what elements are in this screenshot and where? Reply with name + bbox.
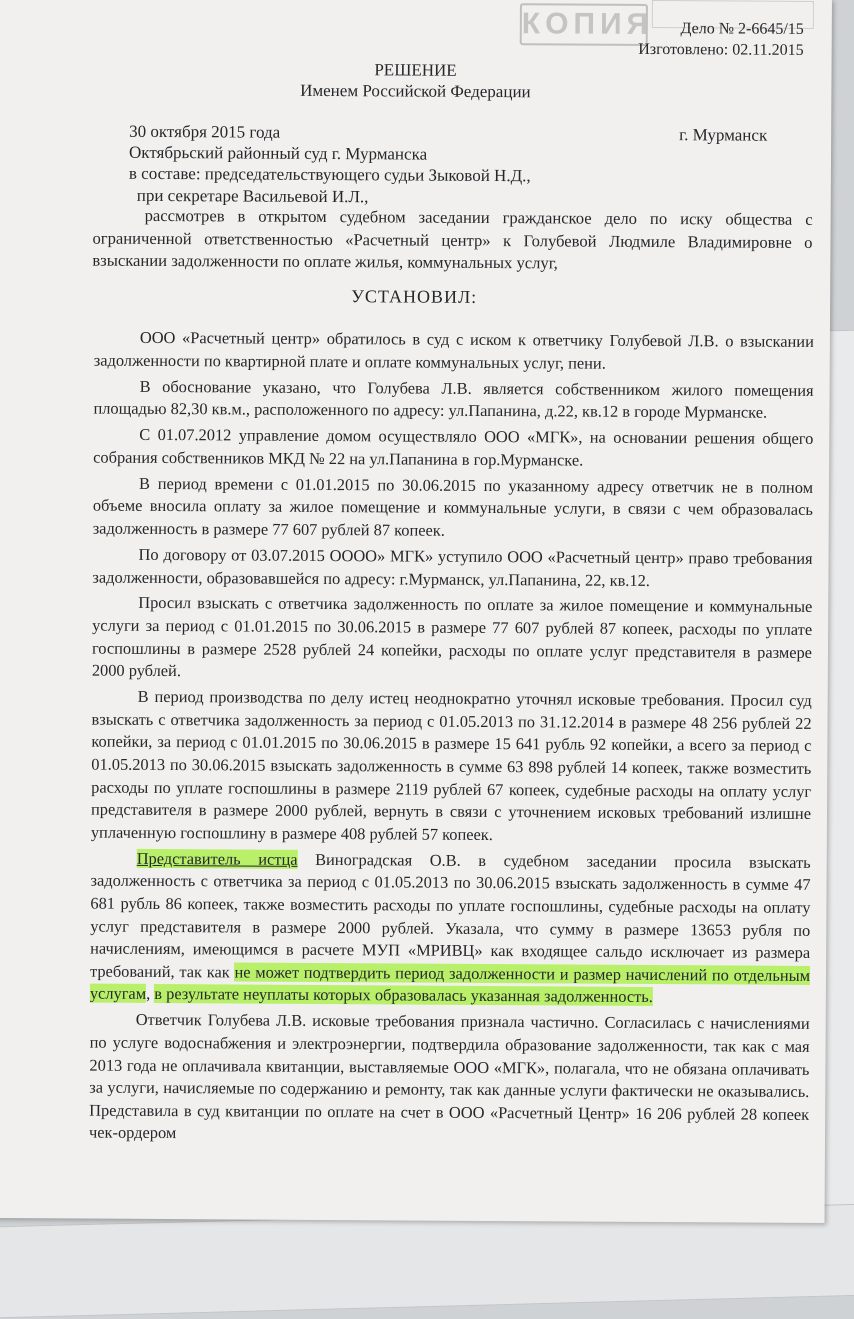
- paragraph-7: В период производства по делу истец неоднократно уточнял исковые требования. Просил суд взыскать с ответчика задолженность за период с 01.05.2013 по 31.12.2014 в размере 48 256 рублей 22 копейки, за период с 01.01.2015 по 30.06.2015 в размере 15 641 рубль 92 копейки, а всего за период с 01.05.2013 по 30.06.2015 взыскать задолженность в сумме 63 898 рублей 14 копеек, также возместить расходы по уплате госпошлины в размере 2119 рублей 67 копеек, судебные расходы на оплату услуг представителя в размере 2000 рублей, вернуть в связи с уточнением исковых требований излишне уплаченную госпошлину в размере 408 рублей 57 копеек.: [90, 687, 812, 844]
- paragraph-5: По договору от 03.07.2015 ОООО» МГК» уступило ООО «Расчетный центр» право требования задолженности, образовавшейся по адресу: г.Мурманск, ул.Папанина, 22, кв.12.: [92, 544, 813, 590]
- document-subtitle: Именем Российской Федерации: [300, 80, 531, 102]
- copy-stamp: КОПИЯ: [520, 3, 648, 46]
- paragraph-8-text-a: Виноградская О.В. в судебном заседании просила взыскать задолженность с ответчика за период с 01.05.2013 по 30.06.2015 взыскать задолженность в сумме 47 681 рубль 86 копеек, также возместить расходы по уплате госпошлины, судебные расходы на оплату услуг представителя в размере 2000 рублей. Указала, что сумму в размере 13653 рубля по начислениям, имеющимся в расчете МУП «МРИВЦ» как входящее сальдо исключает из размера требований, так как: [89, 849, 811, 982]
- paragraph-4: В период времени с 01.01.2015 по 30.06.2015 по указанному адресу ответчик не в полном объеме вносила оплату за жилое помещение и коммунальные услуги, в связи с чем образовалась задолженность в размере 77 607 рублей 87 копеек.: [92, 473, 814, 540]
- established-heading: УСТАНОВИЛ:: [351, 286, 478, 307]
- court-composition: в составе: председательствующего судьи Зыковой Н.Д.,: [128, 163, 531, 186]
- paragraph-8: [90, 847, 811, 1010]
- paragraph-9: Ответчик Голубева Л.В. исковые требования признала частично. Согласилась с начислениями по услуге водоснабжения и электроэнергии, подтвердила образование задолженности, так как с мая 2013 года не оплачивала квитанции, выставляемые ООО «МГК», полагала, что не обязана оплачивать за услуги, начисляемые по содержанию и ремонту, так как данные услуги фактически не оказывались. Представила в суд квитанции по оплате на счет в ООО «Расчетный Центр» 16 206 рублей 28 копеек чек-ордером: [88, 1010, 810, 1143]
- decision-date: 30 октября 2015 года: [129, 121, 281, 142]
- paragraph-6: Просил взыскать с ответчика задолженность по оплате за жилое помещение и коммунальные услуги за период с 01.01.2015 по 30.06.2015 в размере 77 607 рублей 87 копеек, расходы по уплате госпошлины в размере 2528 рублей 24 копейки, расходы по оплате услуг представителя в размере 2000 рублей.: [91, 593, 813, 681]
- highlight-representative: Представитель истца: [136, 848, 298, 869]
- paragraph-2: В обоснование указано, что Голубева Л.В. является собственником жилого помещения площадью 82,30 кв.м., расположенного по адресу: ул.Папанина, д.22, кв.12 в городе Мурманске.: [93, 376, 814, 422]
- paragraph-1: ООО «Расчетный центр» обратилось в суд с иском к ответчику Голубевой Л.В. о взыскании задолженности по квартирной плате и оплате коммунальных услуг, пени.: [93, 327, 814, 373]
- court-secretary: при секретаре Васильевой И.Л.,: [136, 185, 369, 207]
- case-info: [638, 18, 804, 61]
- paragraph-3: С 01.07.2012 управление домом осуществляло ООО «МГК», на основании решения общего собрания собственников МКД № 22 на ул.Папанина в гор.Мурманске.: [93, 425, 814, 470]
- document-title: РЕШЕНИЕ: [374, 60, 457, 80]
- considering-paragraph: рассмотрев в открытом судебном заседании гражданское дело по иску общества с ограниченной ответственностью «Расчетный центр» к Голубевой Людмиле Владимировне о взыскании задолженности по оплате жилья, коммунальных услуг,: [92, 205, 813, 273]
- highlight-cannot-confirm: не может подтвердить период задолженности и размер начислений по отдельным услугам: [89, 962, 811, 1004]
- paragraph-8-text-b: ,: [146, 984, 155, 1004]
- decision-city: г. Мурманск: [679, 125, 768, 145]
- case-number: Дело № 2-6645/15: [680, 20, 804, 38]
- made-date: Изготовлено: 02.11.2015: [638, 40, 804, 59]
- document-body: [89, 327, 814, 1153]
- court-name: Октябрьский районный суд г. Мурманска: [128, 142, 428, 164]
- highlight-result: в результате неуплаты которых образовалась указанная задолженность.: [154, 984, 653, 1007]
